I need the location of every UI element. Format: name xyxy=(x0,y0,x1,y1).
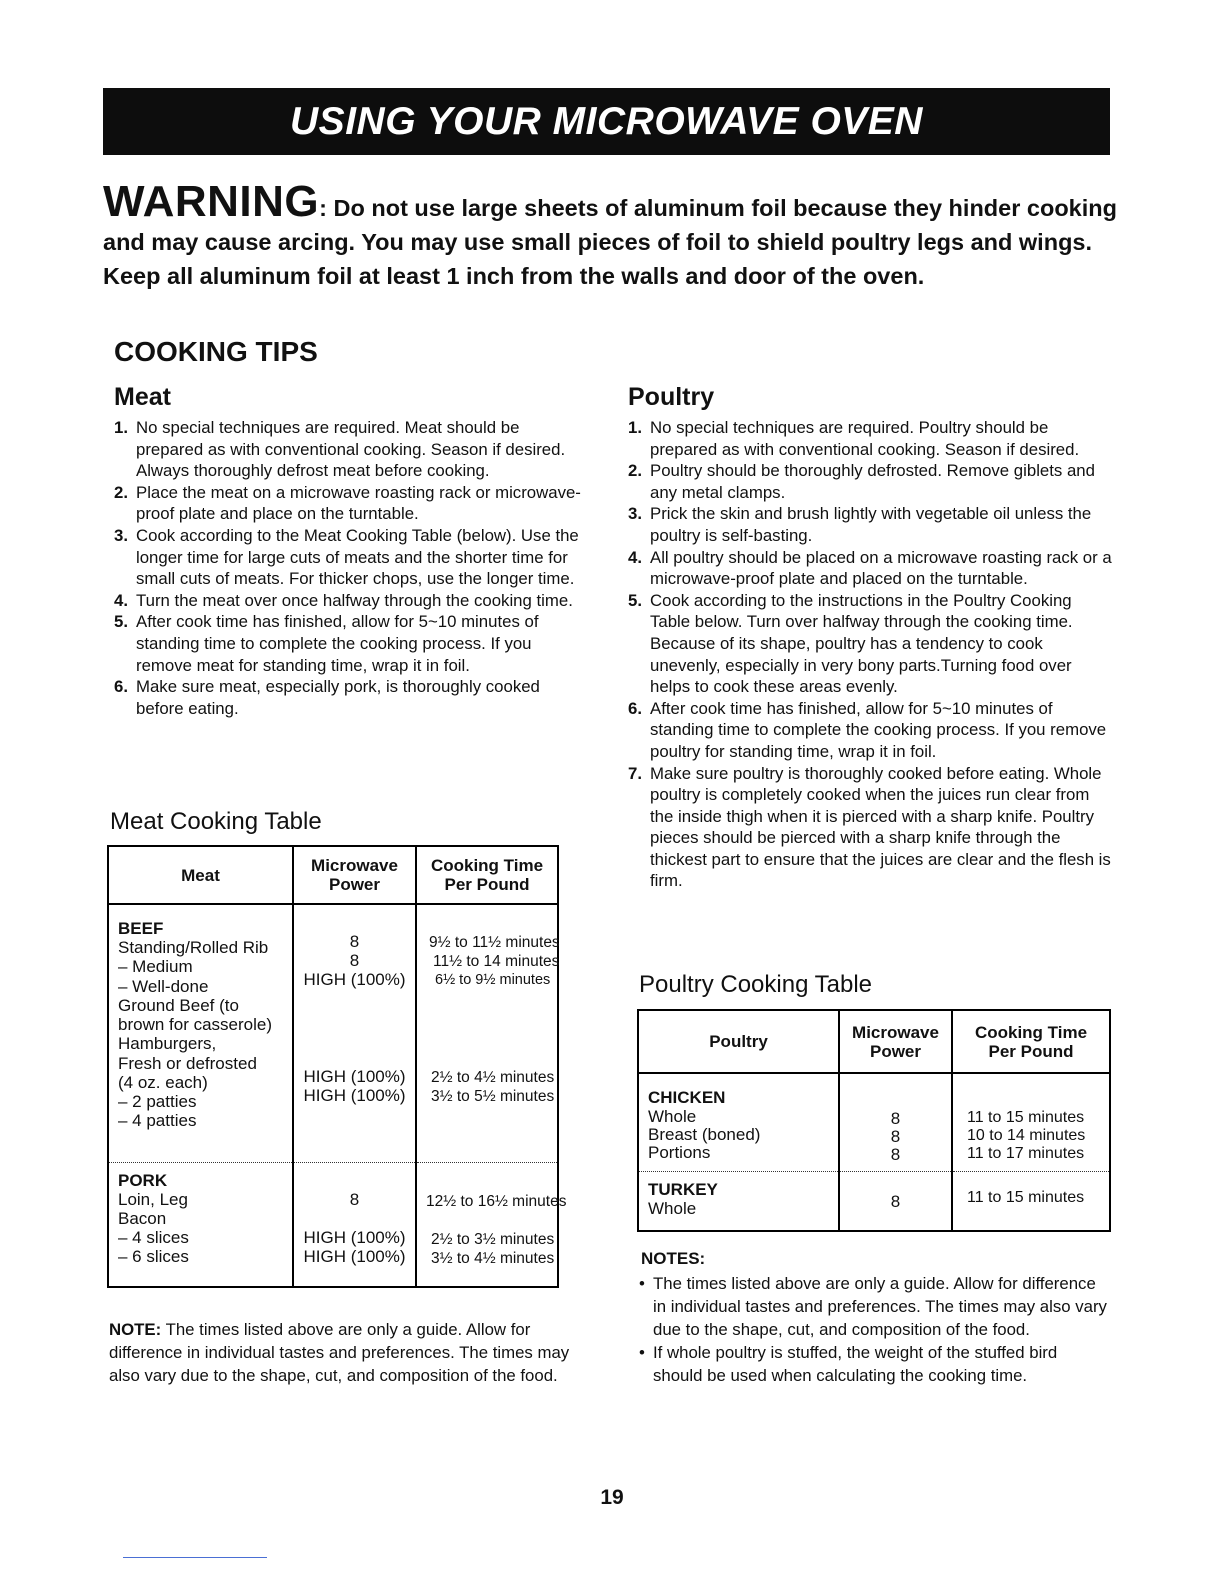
section-title: COOKING TIPS xyxy=(114,336,318,367)
list-item xyxy=(114,482,586,525)
table-cell: 11 to 15 minutes xyxy=(952,1172,1110,1232)
item-text: Prick the skin and brush lightly with vegetable oil unless the poultry is self-basting. xyxy=(650,504,1092,545)
meat-table-title: Meat Cooking Table xyxy=(110,808,322,835)
list-item xyxy=(628,417,1112,460)
note-label: NOTE: xyxy=(109,1320,162,1339)
list-item xyxy=(628,590,1112,698)
column-header: Cooking Time Per Pound xyxy=(952,1010,1110,1073)
table-cell: 11 to 15 minutes 10 to 14 minutes 11 to 17 minutes xyxy=(967,1109,1086,1162)
table-cell: 9½ to 11½ minutes 11½ to 14 minutes 6½ to 9½ minutes 2½ to 4½ minutes 3½ to 5½ minutes xyxy=(429,934,560,1105)
list-item xyxy=(628,503,1112,546)
list-item xyxy=(628,698,1112,763)
item-number: 1. xyxy=(628,418,642,437)
footer-divider xyxy=(123,1557,267,1558)
item-number: 2. xyxy=(628,461,642,481)
table-row xyxy=(638,1073,1110,1172)
banner-title: USING YOUR MICROWAVE OVEN xyxy=(290,100,923,143)
item-number: 7. xyxy=(628,763,642,783)
item-number: 1. xyxy=(114,418,128,437)
list-item xyxy=(114,611,586,676)
meat-note xyxy=(109,1318,591,1387)
note-text: The times listed above are only a guide. Allow for difference in individual tastes and preferences. The times may also vary due to the shape, cut, and composition of the food. xyxy=(653,1274,1107,1339)
list-item xyxy=(628,763,1112,893)
poultry-heading: Poultry xyxy=(628,383,715,411)
item-text: Make sure poultry is thoroughly cooked before eating. Whole poultry is completely cooked when the juices run clear from the inside thigh when it is pierced with a sharp knife. Poultry pieces should be pierced with a sharp knife through the thickest part to ensure that the juices are clear and the flesh is firm. xyxy=(650,763,1111,891)
page-banner xyxy=(103,88,1110,155)
table-cell: 12½ to 16½ minutes 2½ to 3½ minutes 3½ to 4½ minutes xyxy=(416,1163,558,1288)
item-number: 4. xyxy=(114,590,128,610)
table-cell: BEEF Standing/Rolled Rib – Medium – Well-done Ground Beef (to brown for casserole) Hamburgers, Fresh or defrosted (4 oz. each) – 2 patties – 4 patties xyxy=(108,904,293,1163)
meat-tips-list xyxy=(114,417,586,719)
list-item xyxy=(114,590,586,612)
poultry-cooking-table xyxy=(637,1009,1111,1232)
item-number: 2. xyxy=(114,482,128,502)
item-number: 3. xyxy=(114,525,128,545)
column-header: Microwave Power xyxy=(839,1010,952,1073)
warning-text: : Do not use large sheets of aluminum foil because they hinder cooking and may cause arcing. You may use small pieces of foil to shield poultry legs and wings. Keep all aluminum foil at least 1 inch from the walls and door of the oven. xyxy=(103,195,1117,289)
item-text: Cook according to the instructions in the Poultry Cooking Table below. Turn over halfway through the cooking time. Because of its shape, poultry has a tendency to cook unevenly, especially in very bony parts.Turning food over helps to cook these areas evenly. xyxy=(650,590,1073,697)
poultry-tips-list xyxy=(628,417,1112,892)
meat-cooking-table xyxy=(107,845,567,1288)
table-row xyxy=(638,1172,1110,1232)
list-item: • The times listed above are only a guide. Allow for difference in individual tastes and preferences. The times may also vary due to the shape, cut, and composition of the food. xyxy=(639,1274,1107,1339)
note-text: If whole poultry is stuffed, the weight of the stuffed bird should be used when calculating the cooking time. xyxy=(653,1343,1058,1385)
column-header: Poultry xyxy=(638,1010,839,1073)
table-row xyxy=(108,904,558,1163)
item-text: All poultry should be placed on a microwave roasting rack or a microwave-proof plate and placed on the turntable. xyxy=(650,547,1112,589)
list-item: • If whole poultry is stuffed, the weight of the stuffed bird should be used when calculating the cooking time. xyxy=(639,1343,1058,1385)
item-text: Cook according to the Meat Cooking Table (below). Use the longer time for large cuts of meats and the shorter time for small cuts of meats. For thicker chops, use the longer time. xyxy=(136,525,579,589)
poultry-table-title: Poultry Cooking Table xyxy=(639,971,873,998)
table-cell: TURKEY Whole xyxy=(638,1172,839,1232)
table-cell: 8 HIGH (100%) HIGH (100%) xyxy=(293,1163,416,1288)
list-item xyxy=(628,460,1112,503)
table-cell: PORK Loin, Leg Bacon – 4 slices – 6 slices xyxy=(108,1163,293,1288)
item-number: 5. xyxy=(114,612,128,632)
item-text: Make sure meat, especially pork, is thoroughly cooked before eating. xyxy=(136,677,540,718)
item-text: No special techniques are required. Poultry should be prepared as with conventional cooking. Season if desired. xyxy=(650,418,1080,459)
page-number: 19 xyxy=(600,1486,624,1509)
item-text: After cook time has finished, allow for 5~10 minutes of standing time to complete the cooking process. If you remove poultry for standing time, wrap it in foil. xyxy=(650,698,1107,761)
note-text: The times listed above are only a guide. Allow for difference in individual tastes and preferences. The times may also vary due to the shape, cut, and composition of the food. xyxy=(109,1320,570,1385)
poultry-notes-list xyxy=(639,1272,1109,1387)
item-number: 5. xyxy=(628,590,642,610)
item-text: Poultry should be thoroughly defrosted. Remove giblets and any metal clamps. xyxy=(650,461,1095,502)
table-cell: 8 8 HIGH (100%) HIGH (100%) HIGH (100%) xyxy=(293,904,416,1163)
notes-heading: NOTES: xyxy=(641,1249,706,1268)
table-cell: 8 xyxy=(839,1172,952,1232)
column-header: Cooking Time Per Pound xyxy=(416,846,558,904)
item-number: 4. xyxy=(628,547,642,567)
item-text: Turn the meat over once halfway through the cooking time. xyxy=(136,590,573,610)
warning-label: WARNING xyxy=(103,177,320,226)
item-number: 6. xyxy=(628,698,642,718)
list-item xyxy=(114,525,586,590)
item-text: No special techniques are required. Meat should be prepared as with conventional cooking. Season if desired. Always thoroughly defrost meat before cooking. xyxy=(136,418,566,481)
item-number: 6. xyxy=(114,677,128,697)
column-header: Meat xyxy=(108,846,293,904)
item-number: 3. xyxy=(628,504,642,524)
warning-paragraph xyxy=(103,177,1143,293)
column-header: Microwave Power xyxy=(293,846,416,904)
meat-heading: Meat xyxy=(114,383,171,411)
table-row xyxy=(108,1163,558,1288)
list-item xyxy=(628,547,1112,590)
list-item xyxy=(114,417,586,482)
item-text: After cook time has finished, allow for 5~10 minutes of standing time to complete the cooking process. If you remove meat for standing time, wrap it in foil. xyxy=(136,612,539,675)
list-item xyxy=(114,676,586,719)
item-text: Place the meat on a microwave roasting rack or microwave-proof plate and place on the turntable. xyxy=(136,482,581,524)
table-cell: 8 8 8 xyxy=(839,1073,952,1172)
table-cell: CHICKEN Whole Breast (boned) Portions xyxy=(638,1073,839,1172)
